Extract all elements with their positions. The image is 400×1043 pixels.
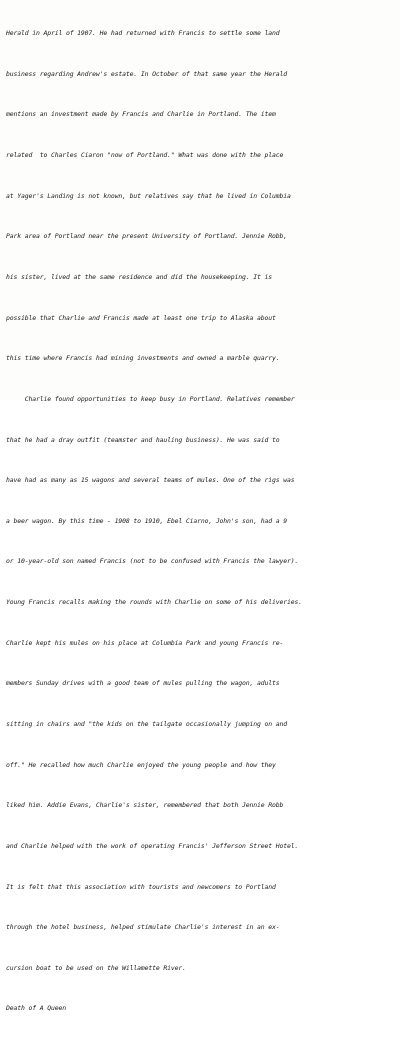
body-text [6, 0, 398, 1043]
text-line: through the hotel business, helped stimulate Charlie's interest in an ex- [6, 923, 280, 932]
text-line: off." He recalled how much Charlie enjoyed the young people and how they [6, 760, 276, 769]
text-line: that he had a dray outfit (teamster and hauling business). He was said to [6, 435, 280, 444]
text-line: and Charlie helped with the work of operating Francis' Jefferson Street Hotel. [6, 841, 299, 850]
text-line: Herald in April of 1907. He had returned with Francis to settle some land [6, 29, 280, 38]
text-line: have had as many as 15 wagons and several teams of mules. One of the rigs was [6, 476, 295, 485]
text-line: his sister, lived at the same residence and did the housekeeping. It is [6, 272, 273, 281]
text-line: possible that Charlie and Francis made at least one trip to Alaska about [6, 313, 276, 322]
text-line: Park area of Portland near the present University of Portland. Jennie Robb, [6, 232, 288, 241]
text-line: liked him. Addie Evans, Charlie's sister, remembered that both Jennie Robb [6, 801, 284, 810]
text-line: a beer wagon. By this time - 1908 to 1910, Ebel Ciarno, John's son, had a 9 [6, 516, 288, 525]
text-line: sitting in chairs and "the kids on the tailgate occasionally jumping on and [6, 719, 288, 728]
paragraph-start-line: Charlie found opportunities to keep busy in Portland. Relatives remember [6, 394, 295, 403]
text-line: cursion boat to be used on the Willamette River. [6, 963, 186, 972]
section-heading: Death of A Queen [6, 1004, 66, 1013]
text-line: related to Charles Ciaron "now of Portland." What was done with the place [6, 151, 284, 160]
text-line: It is felt that this association with tourists and newcomers to Portland [6, 882, 276, 891]
text-line: Young Francis recalls making the rounds with Charlie on some of his deliveries. [6, 598, 302, 607]
text-line: mentions an investment made by Francis and Charlie in Portland. The item [6, 110, 276, 119]
text-line: this time where Francis had mining investments and owned a marble quarry. [6, 354, 280, 363]
text-line: or 10-year-old son named Francis (not to be confused with Francis the lawyer). [6, 557, 299, 566]
text-line: Charlie kept his mules on his place at Columbia Park and young Francis re- [6, 638, 284, 647]
text-line: at Yager's Landing is not known, but relatives say that he lived in Columbia [6, 191, 291, 200]
text-line: members Sunday drives with a good team of mules pulling the wagon, adults [6, 679, 280, 688]
text-line: business regarding Andrew's estate. In October of that same year the Herald [6, 69, 288, 78]
